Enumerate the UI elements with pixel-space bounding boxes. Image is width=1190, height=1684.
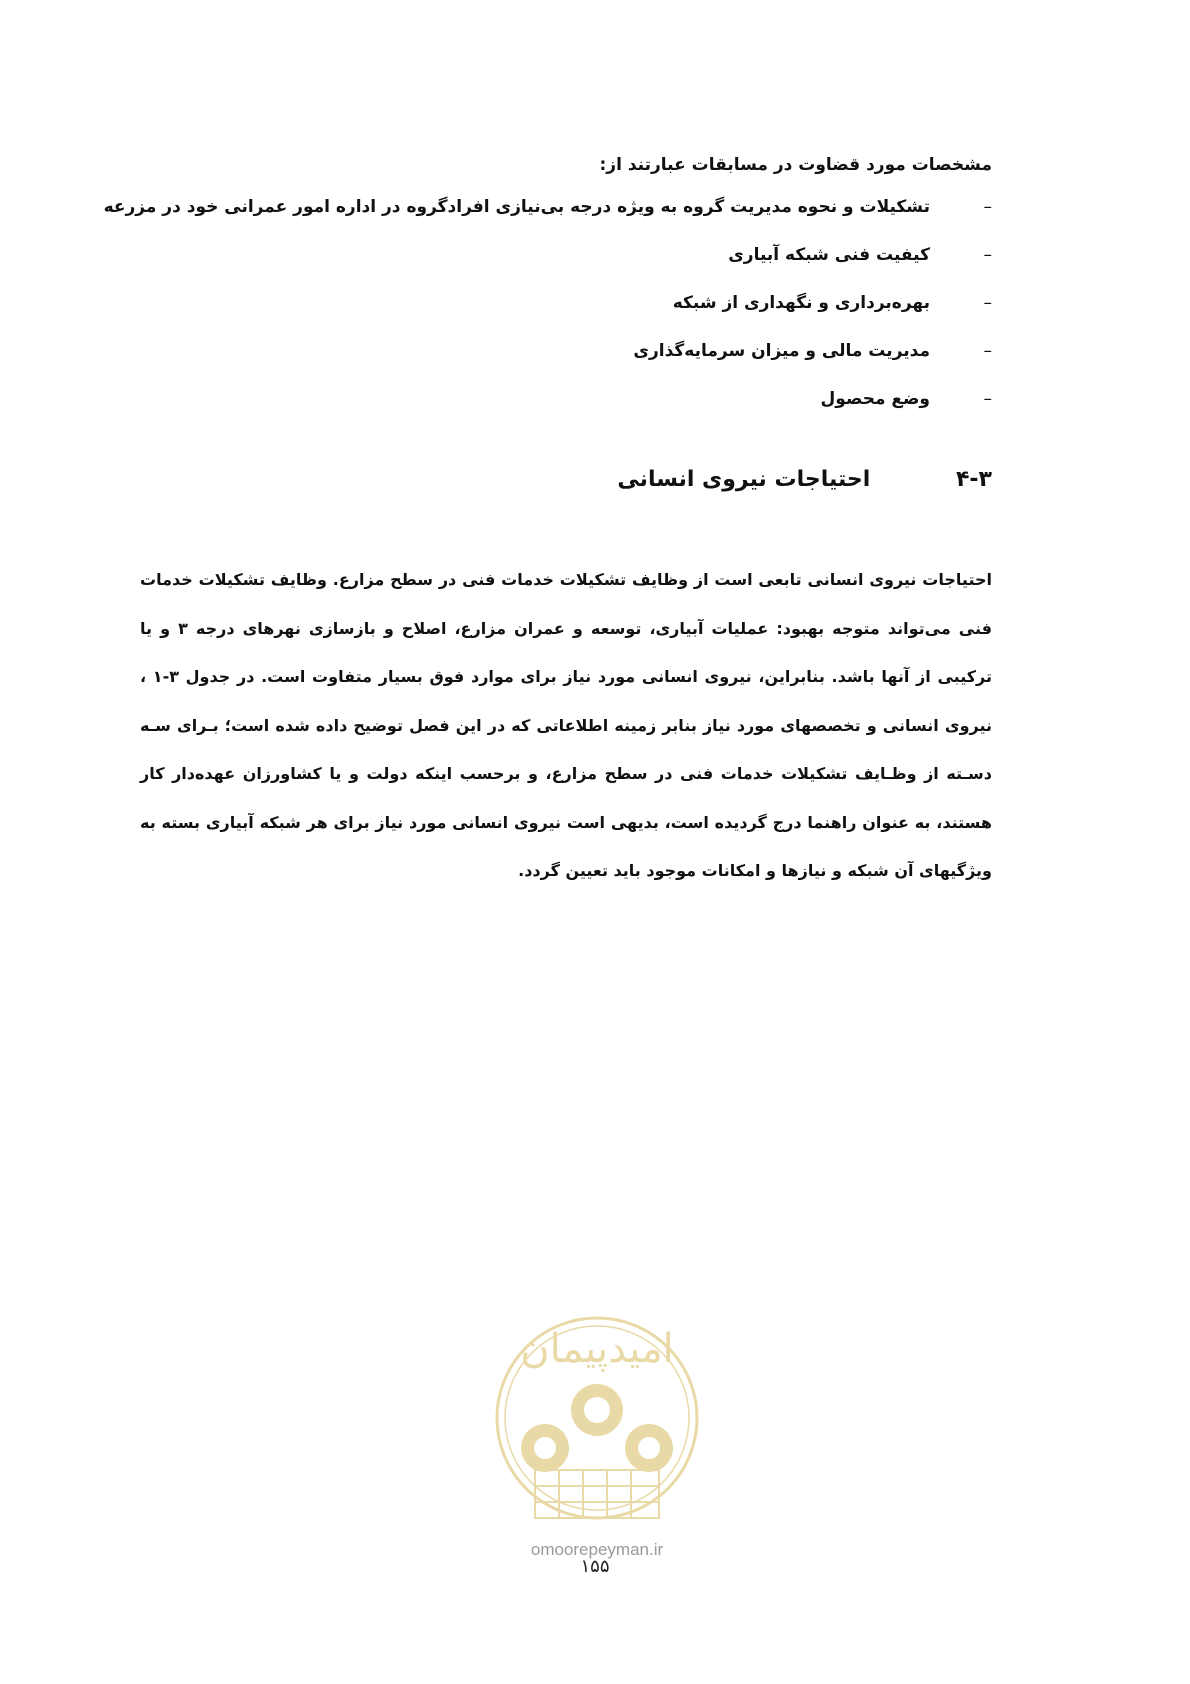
list-item-text: تشکیلات و نحوه مدیریت گروه به ویژه درجه بی‌نیازی افرادگروه در اداره امور عمرانی خود در مزرعه <box>103 197 930 217</box>
page-number: ۱۵۵ <box>580 1556 610 1577</box>
list-item-text: مدیریت مالی و میزان سرمایه‌گذاری <box>633 341 930 361</box>
list-item <box>104 384 992 432</box>
body-paragraph: احتیاجات نیروی انسانی تابعی است از وظایف تشکیلات خدمات فنی در سطح مزارع. وظایف تشکیلات خدمات فنی می‌تواند متوجه بهبود: عملیات آبیاری، توسعه و عمران مزارع، اصلاح و بازسازی نهرهای درجه ۳ و یا ترکیبی از آنها باشد. بنابراین، نیروی انسانی مورد نیاز برای موارد فوق بسیار متفاوت است. در جدول ۳-۱ ، نیروی انسانی و تخصصهای مورد نیاز بنابر زمینه اطلاعاتی که در این فصل توضیح داده شده است؛ بـرای سـه دسـته از وظـایف تشکیلات خدمات فنی در سطح مزارع، و برحسب اینکه دولت و یا کشاورزان عهده‌دار کار هستند، به عنوان راهنما درج گردیده است، بدیهی است نیروی انسانی مورد نیاز برای هر شبکه آبیاری بسته به ویژگیهای آن شبکه و نیازها و امکانات موجود باید تعیین گردد. <box>140 570 992 880</box>
section-heading <box>617 462 992 498</box>
list-item <box>104 240 992 288</box>
section-number: ۴-۳ <box>956 467 992 492</box>
grid-icon <box>535 1470 659 1518</box>
list-dash: – <box>983 389 992 409</box>
list-dash: – <box>983 197 992 217</box>
section-title: احتیاجات نیروی انسانی <box>617 467 871 492</box>
list-item-text: بهره‌برداری و نگهداری از شبکه <box>672 293 930 313</box>
list-dash: – <box>983 293 992 313</box>
list-item-text: وضع محصول <box>820 389 930 409</box>
publisher-watermark-logo <box>490 1290 704 1560</box>
list-dash: – <box>983 341 992 361</box>
list-item-text: کیفیت فنی شبکه آبیاری <box>728 245 930 265</box>
list-item <box>104 192 992 240</box>
watermark-url: omoorepeyman.ir <box>530 1540 664 1559</box>
list-item <box>104 336 992 384</box>
criteria-list <box>104 192 992 432</box>
list-dash: – <box>983 245 992 265</box>
watermark-logo-lettering: امیدپیمان <box>520 1326 674 1372</box>
list-item <box>104 288 992 336</box>
criteria-intro: مشخصات مورد قضاوت در مسابقات عبارتند از: <box>599 155 992 175</box>
